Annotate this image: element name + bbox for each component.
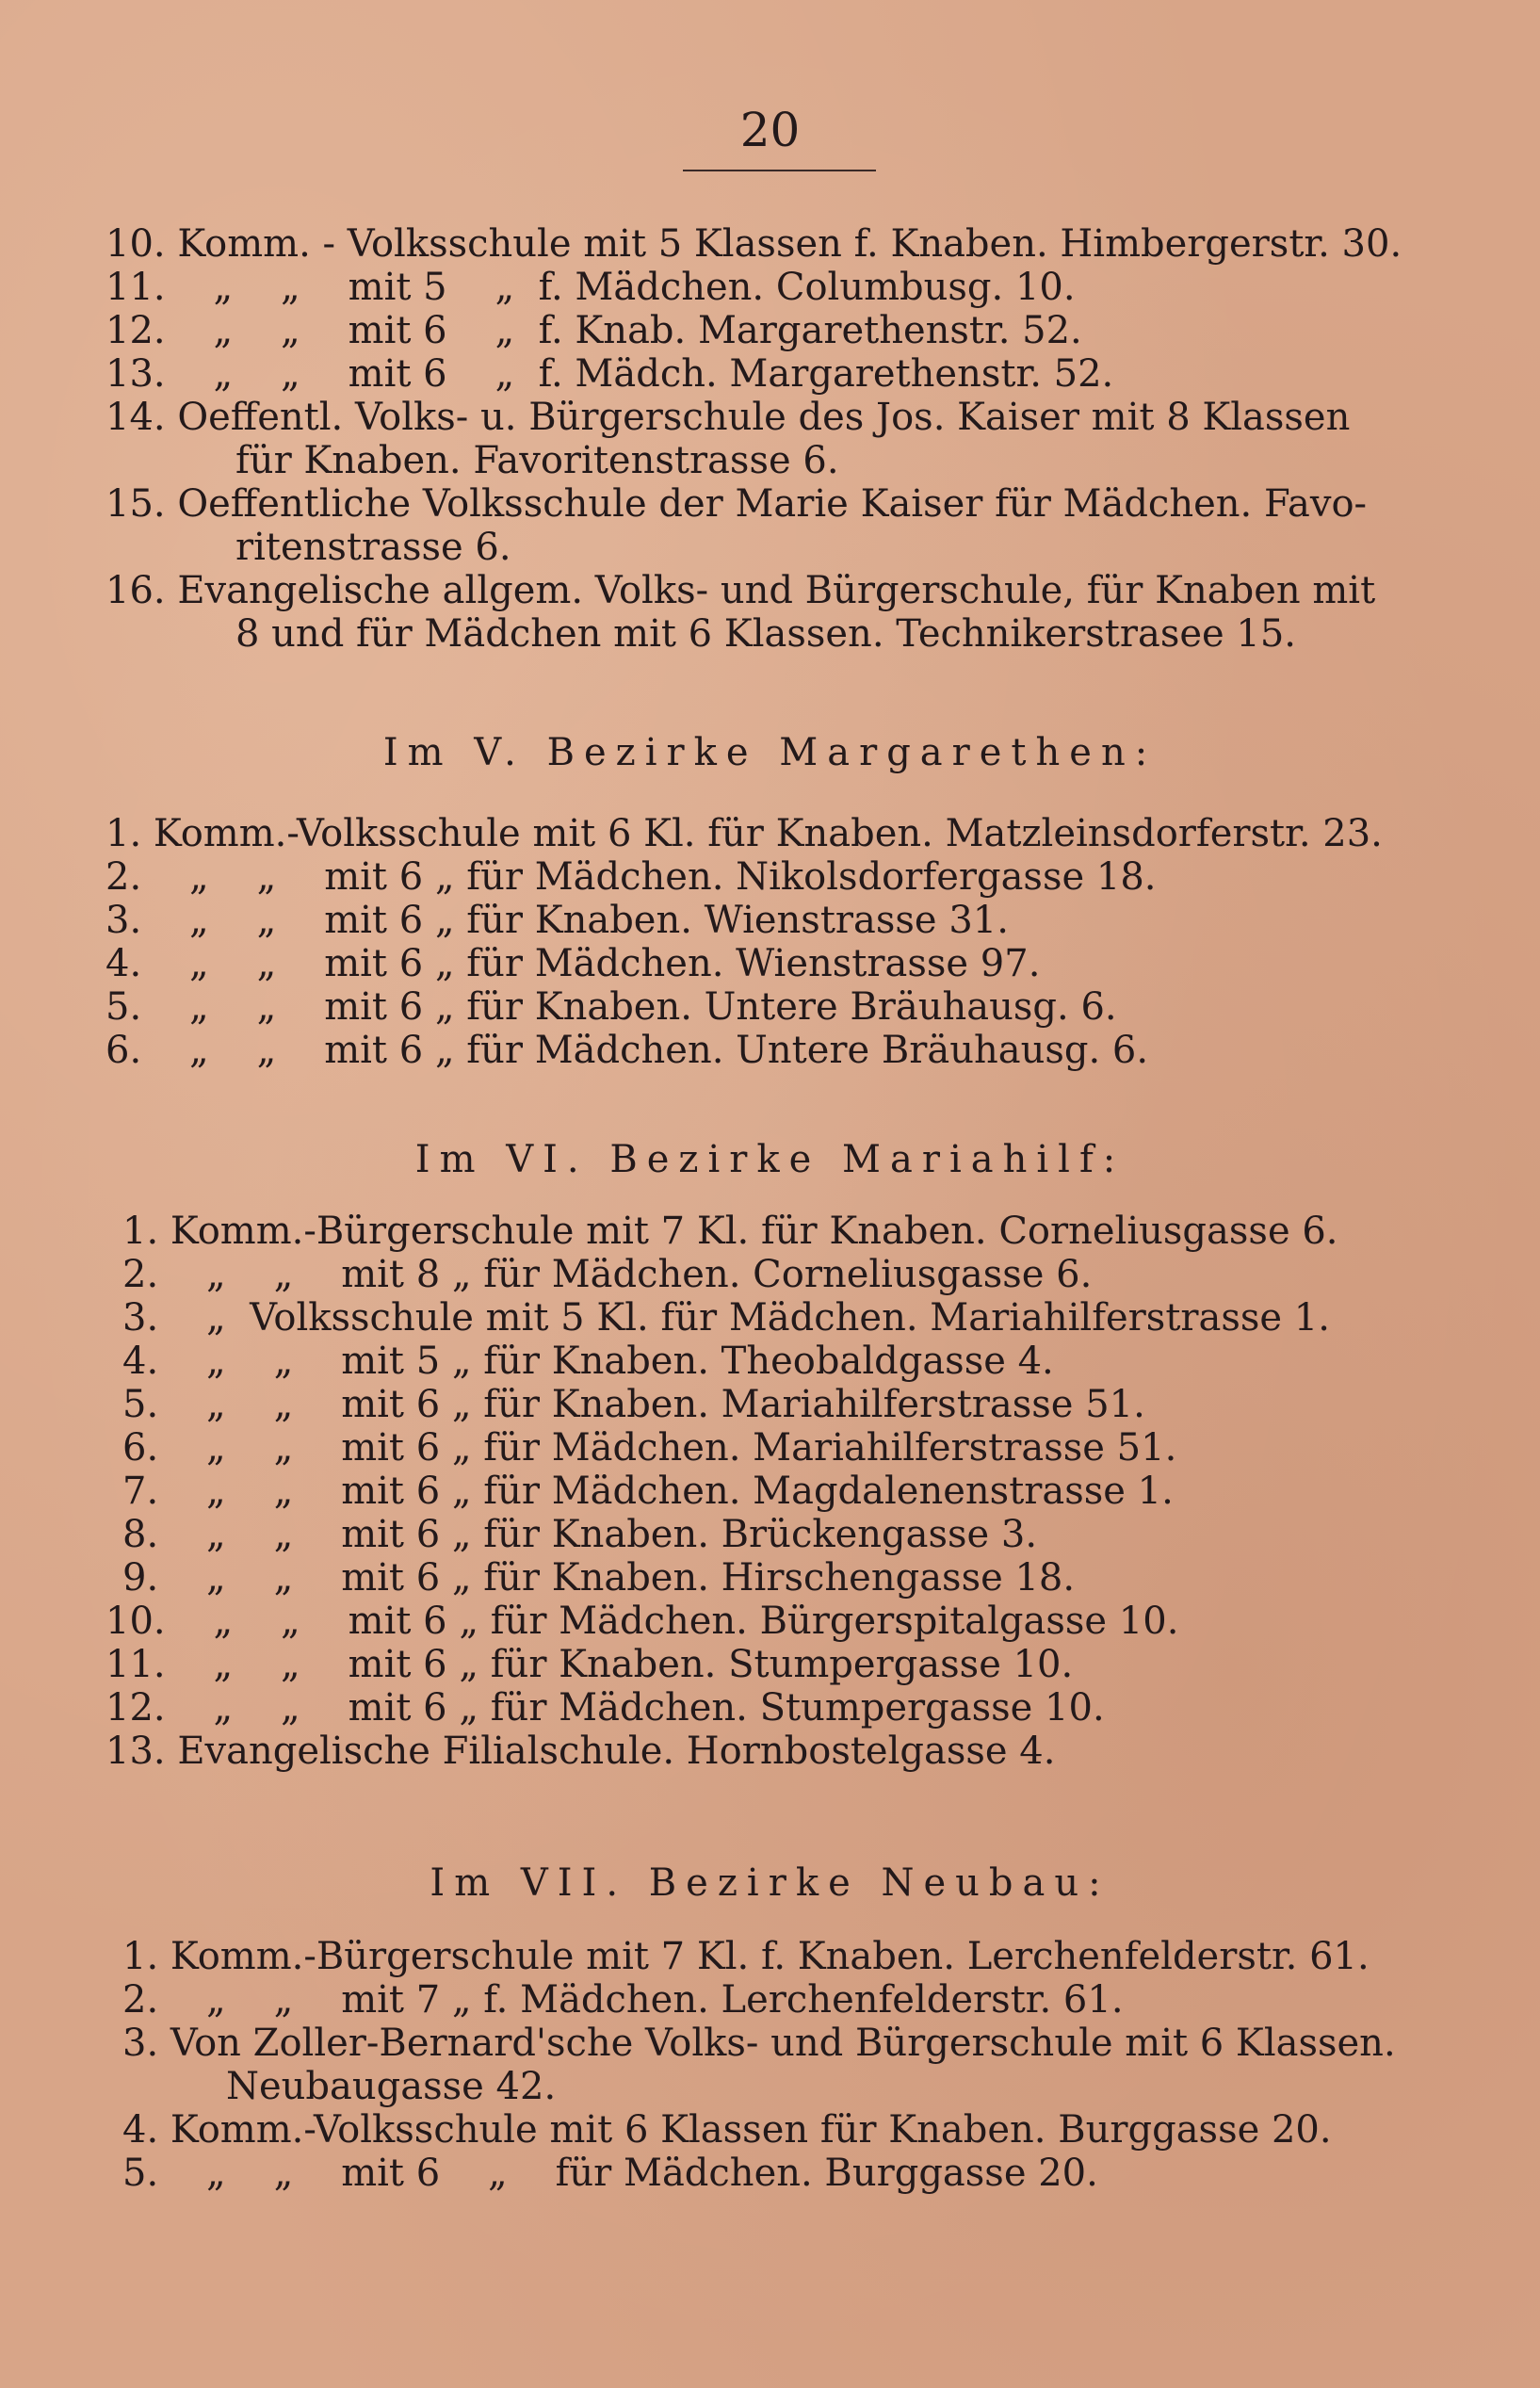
list-item: 16. Evangelische allgem. Volks- und Bürgerschule, für Knaben mit	[105, 569, 1376, 612]
list-item: 6. „ „ mit 6 „ für Mädchen. Untere Bräuhausg. 6.	[105, 1029, 1149, 1072]
list-item: 5. „ „ mit 6 „ für Knaben. Untere Bräuhausg. 6.	[105, 985, 1117, 1029]
list-item-continuation: für Knaben. Favoritenstrasse 6.	[235, 439, 839, 482]
list-item: 12. „ „ mit 6 „ für Mädchen. Stumpergasse 10.	[105, 1686, 1105, 1730]
list-item: 3. Von Zoller-Bernard'sche Volks- und Bürgerschule mit 6 Klassen.	[122, 2022, 1396, 2065]
list-item-continuation: 8 und für Mädchen mit 6 Klassen. Technikerstrasee 15.	[235, 612, 1297, 656]
list-item: 12. „ „ mit 6 „ f. Knab. Margarethenstr. 52.	[105, 309, 1082, 352]
district-vii-heading: Im VII. Bezirke Neubau:	[430, 1861, 1110, 1905]
list-item: 11. „ „ mit 6 „ für Knaben. Stumpergasse 10.	[105, 1643, 1074, 1686]
list-item: 1. Komm.-Bürgerschule mit 7 Kl. f. Knaben. Lerchenfelderstr. 61.	[122, 1935, 1370, 1978]
list-item: 10. Komm. - Volksschule mit 5 Klassen f. Knaben. Himbergerstr. 30.	[105, 222, 1402, 266]
list-item: 14. Oeffentl. Volks- u. Bürgerschule des Jos. Kaiser mit 8 Klassen	[105, 396, 1351, 439]
page-number: 20	[739, 103, 801, 157]
page-number-rule	[683, 170, 876, 171]
list-item: 9. „ „ mit 6 „ für Knaben. Hirschengasse 18.	[122, 1556, 1076, 1600]
list-item: 3. „ Volksschule mit 5 Kl. für Mädchen. Mariahilferstrasse 1.	[122, 1296, 1330, 1340]
list-item: 2. „ „ mit 7 „ f. Mädchen. Lerchenfelderstr. 61.	[122, 1978, 1124, 2022]
list-item: 15. Oeffentliche Volksschule der Marie Kaiser für Mädchen. Favo-	[105, 482, 1368, 526]
list-item: 8. „ „ mit 6 „ für Knaben. Brückengasse 3.	[122, 1513, 1038, 1556]
district-vi-heading: Im VI. Bezirke Mariahilf:	[414, 1138, 1126, 1181]
list-item: 1. Komm.-Bürgerschule mit 7 Kl. für Knaben. Corneliusgasse 6.	[122, 1210, 1338, 1253]
list-item: 2. „ „ mit 8 „ für Mädchen. Corneliusgasse 6.	[122, 1253, 1093, 1296]
list-item: 11. „ „ mit 5 „ f. Mädchen. Columbusg. 10.	[105, 266, 1076, 309]
district-v-heading: Im V. Bezirke Margarethen:	[382, 731, 1158, 774]
list-item: 1. Komm.-Volksschule mit 6 Kl. für Knaben. Matzleinsdorferstr. 23.	[105, 812, 1383, 855]
list-item: 4. „ „ mit 5 „ für Knaben. Theobaldgasse 4.	[122, 1340, 1054, 1383]
list-item-continuation: ritenstrasse 6.	[235, 526, 511, 569]
list-item: 6. „ „ mit 6 „ für Mädchen. Mariahilferstrasse 51.	[122, 1426, 1177, 1470]
list-item: 2. „ „ mit 6 „ für Mädchen. Nikolsdorfergasse 18.	[105, 855, 1157, 899]
list-item: 5. „ „ mit 6 „ für Mädchen. Burggasse 20.	[122, 2152, 1098, 2195]
list-item-continuation: Neubaugasse 42.	[226, 2065, 557, 2108]
list-item: 7. „ „ mit 6 „ für Mädchen. Magdalenenstrasse 1.	[122, 1470, 1174, 1513]
list-item: 4. „ „ mit 6 „ für Mädchen. Wienstrasse 97.	[105, 942, 1041, 985]
list-item: 5. „ „ mit 6 „ für Knaben. Mariahilferstrasse 51.	[122, 1383, 1145, 1426]
list-item: 13. Evangelische Filialschule. Hornbostelgasse 4.	[105, 1730, 1056, 1773]
list-item: 3. „ „ mit 6 „ für Knaben. Wienstrasse 31.	[105, 899, 1009, 942]
list-item: 10. „ „ mit 6 „ für Mädchen. Bürgerspitalgasse 10.	[105, 1600, 1179, 1643]
list-item: 4. Komm.-Volksschule mit 6 Klassen für Knaben. Burggasse 20.	[122, 2108, 1332, 2152]
list-item: 13. „ „ mit 6 „ f. Mädch. Margarethenstr. 52.	[105, 352, 1114, 396]
